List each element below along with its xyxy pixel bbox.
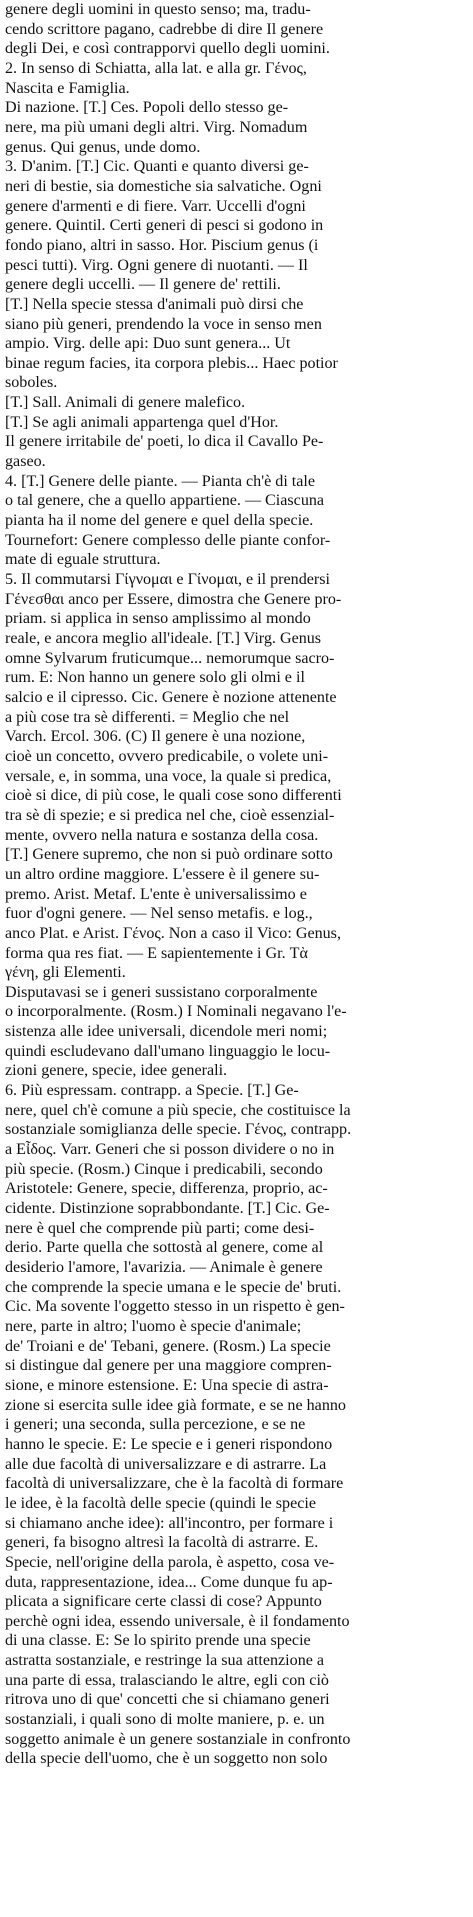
text-line: zione si esercita sulle idee già formate, e se ne hanno (5, 1396, 346, 1414)
text-line: Varch. Ercol. 306. (C) Il genere è una nozione, (5, 728, 306, 746)
text-line: fondo piano, altri in sasso. Hor. Piscium genus (i (5, 236, 319, 254)
text-line: Nascita e Famiglia. (5, 79, 130, 97)
text-line: a più cose tra sè differenti. = Meglio che nel (5, 708, 290, 726)
text-line: 2. In senso di Schiatta, alla lat. e alla gr. Γένος, (5, 59, 307, 77)
text-line: mate di eguale struttura. (5, 551, 161, 569)
text-line: mente, ovvero nella natura e sostanza della cosa. (5, 826, 319, 844)
text-line: si distingue dal genere per una maggiore compren- (5, 1357, 332, 1375)
text-line: genere degli uomini in questo senso; ma, tradu- (5, 1, 311, 18)
text-line: Di nazione. [T.] Ces. Popoli dello stesso ge- (5, 99, 289, 117)
text-line: cidente. Distinzione soprabbondante. [T.] Cic. Ge- (5, 1200, 330, 1218)
text-line: omne Sylvarum fruticumque... nemorumque sacro- (5, 649, 335, 667)
text-line: che comprende la specie umana e le specie de' bruti. (5, 1278, 342, 1296)
text-line: priam. si applica in senso amplissimo al mondo (5, 610, 311, 628)
text-line: hanno le specie. E: Le specie e i generi rispondono (5, 1435, 333, 1453)
text-line: derio. Parte quella che sottostà al genere, come al (5, 1239, 324, 1257)
text-line: genus. Qui genus, unde domo. (5, 138, 201, 156)
text-line: Disputavasi se i generi sussistano corporalmente (5, 983, 318, 1001)
text-line: facoltà di universalizzare, che è la facoltà di formare (5, 1475, 344, 1493)
text-line: genere degli uccelli. — Il genere de' rettili. (5, 276, 281, 294)
text-line: cioè si dice, di più cose, le quali cose sono differenti (5, 787, 342, 805)
text-line: Tournefort: Genere complesso delle piante confor- (5, 531, 331, 549)
text-line: una parte di essa, tralasciando le altre, egli con ciò (5, 1671, 329, 1689)
text-line: degli Dei, e così contrapporvi quello degli uomini. (5, 40, 330, 58)
text-line: rum. E: Non hanno un genere solo gli olmi e il (5, 669, 305, 687)
text-line: genere d'armenti e di fiere. Varr. Uccelli d'ogni (5, 197, 306, 215)
text-line: binae regum facies, ita corpora plebis... Haec potior (5, 354, 338, 372)
text-line: 6. Più espressam. contrapp. a Specie. [T.] Ge- (5, 1082, 299, 1100)
text-line: soggetto animale è un genere sostanziale in confronto (5, 1730, 351, 1748)
text-line: neri di bestie, sia domestiche sia salvatiche. Ogni (5, 177, 322, 195)
text-line: le idee, è la facoltà delle specie (quindi le specie (5, 1494, 316, 1512)
text-line: siano più generi, prendendo la voce in senso men (5, 315, 322, 333)
text-line: nere, parte in altro; l'uomo è specie d'animale; (5, 1317, 302, 1335)
text-line: plicata a significare certe classi di cose? Appunto (5, 1593, 322, 1611)
text-line: più specie. (Rosm.) Cinque i predicabili, secondo (5, 1160, 323, 1178)
text-line: Γένεσθαι anco per Essere, dimostra che Genere pro- (5, 590, 342, 608)
text-line: premo. Arist. Metaf. L'ente è universalissimo e (5, 885, 307, 903)
text-line: sostanziali, i quali sono di molte maniere, p. e. un (5, 1711, 325, 1729)
text-line: gaseo. (5, 453, 46, 471)
text-line: sistenza alle idee universali, dicendole meri nomi; (5, 1023, 328, 1041)
text-line: [T.] Genere supremo, che non si può ordinare sotto (5, 846, 333, 864)
text-line: Specie, nell'origine della parola, è aspetto, cosa ve- (5, 1553, 335, 1571)
text-line: soboles. (5, 374, 58, 392)
text-line: quindi escludevano dall'umano linguaggio le locu- (5, 1042, 331, 1060)
text-line: pesci tutti). Virg. Ogni genere di nuotanti. — Il (5, 256, 308, 274)
text-line: versale, e, in somma, una voce, la quale si predica, (5, 767, 332, 785)
entry-text-column (5, 0, 468, 1769)
text-line: Cic. Ma sovente l'oggetto stesso in un rispetto è gen- (5, 1298, 345, 1316)
text-line: fuor d'ogni genere. — Nel senso metafis. e log., (5, 905, 313, 923)
text-line: sostanziale somiglianza delle specie. Γένος, contrapp. (5, 1121, 352, 1139)
text-line: cioè un concetto, ovvero predicabile, o volete uni- (5, 747, 329, 765)
text-line: ampio. Virg. delle api: Duo sunt genera... Ut (5, 335, 291, 353)
text-line: tra sè di spezie; e si predica nel che, cioè essenzial- (5, 806, 335, 824)
text-line: genere. Quintil. Certi generi di pesci si godono in (5, 217, 324, 235)
text-line: astratta sostanziale, e restringe la sua attenzione a (5, 1652, 325, 1670)
text-line: Aristotele: Genere, specie, differenza, proprio, ac- (5, 1180, 328, 1198)
text-line: della specie dell'uomo, che è un soggetto non solo (5, 1750, 328, 1768)
text-line: zioni genere, specie, idee generali. (5, 1062, 228, 1080)
text-line: anco Plat. e Arist. Γένος. Non a caso il Vico: Genus, (5, 924, 341, 942)
text-line: Il genere irritabile de' poeti, lo dica il Cavallo Pe- (5, 433, 324, 451)
text-line: di una classe. E: Se lo spirito prende una specie (5, 1632, 311, 1650)
text-line: γένη, gli Elementi. (5, 964, 126, 982)
text-line: o tal genere, che a quello appartiene. — Ciascuna (5, 492, 325, 510)
text-line: [T.] Nella specie stessa d'animali può dirsi che (5, 295, 304, 313)
text-line: pianta ha il nome del genere e quel della specie. (5, 512, 314, 530)
text-line: [T.] Se agli animali appartenga quel d'Hor. (5, 413, 279, 431)
text-line: 3. D'anim. [T.] Cic. Quanti e quanto diversi ge- (5, 158, 309, 176)
text-line: perchè ogni idea, essendo universale, è il fondamento (5, 1612, 350, 1630)
text-line: [T.] Sall. Animali di genere malefico. (5, 394, 246, 412)
text-line: reale, e ancora meglio all'ideale. [T.] Virg. Genus (5, 630, 322, 647)
text-line: ritrova uno di que' concetti che si chiamano generi (5, 1691, 330, 1709)
text-line: nere è quel che comprende più parti; come desi- (5, 1219, 315, 1237)
text-line: cendo scrittore pagano, cadrebbe di dire Il genere (5, 20, 324, 38)
text-line: duta, rappresentazione, idea... Come dunque fu ap- (5, 1573, 333, 1591)
text-line: i generi; una seconda, sulla percezione, e se ne (5, 1416, 306, 1434)
text-line: a Εἶδος. Varr. Generi che si posson dividere o no in (5, 1141, 335, 1159)
text-line: o incorporalmente. (Rosm.) I Nominali negavano l'e- (5, 1003, 347, 1021)
text-line: sione, e minore estensione. E: Una specie di astra- (5, 1376, 329, 1394)
text-line: alle due facoltà di universalizzare e di astrarre. La (5, 1455, 327, 1473)
text-line: 5. Il commutarsi Γίγνομαι e Γίνομαι, e il prendersi (5, 571, 331, 589)
text-line: forma qua res fiat. — E sapientemente i Gr. Τὰ (5, 944, 308, 962)
text-line: un altro ordine maggiore. L'essere è il genere su- (5, 865, 320, 883)
text-line: generi, fa bisogno altresì la facoltà di astrarre. E. (5, 1534, 319, 1552)
text-line: desiderio l'amore, l'avarizia. — Animale è genere (5, 1259, 323, 1276)
text-line: de' Troiani e de' Tebani, genere. (Rosm.) La specie (5, 1337, 331, 1355)
text-line: nere, quel ch'è comune a più specie, che costituisce la (5, 1101, 351, 1119)
text-line: salcio e il cipresso. Cic. Genere è nozione attenente (5, 688, 337, 706)
text-line: si chiamano anche idee): all'incontro, per formare i (5, 1514, 334, 1532)
text-line: nere, ma più umani degli altri. Virg. Nomadum (5, 118, 308, 136)
text-line: 4. [T.] Genere delle piante. — Pianta ch'è di tale (5, 472, 316, 490)
